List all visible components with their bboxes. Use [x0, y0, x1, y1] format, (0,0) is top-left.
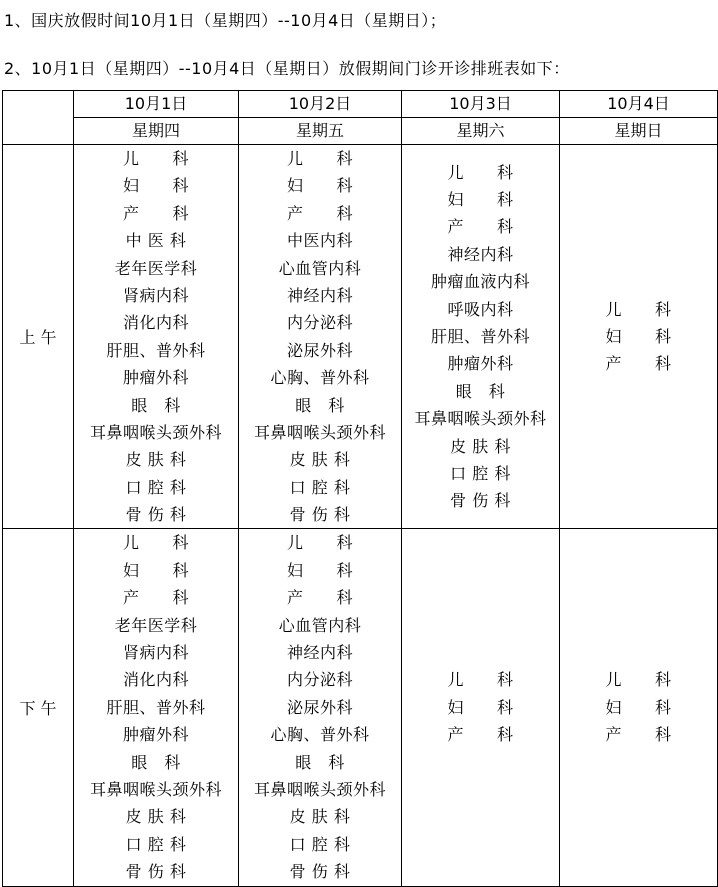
weekday-header: 星期四	[74, 118, 239, 145]
department-name: 肝胆、普外科	[430, 327, 530, 347]
department-name: 口 腔 科	[289, 834, 351, 854]
department-name: 心胸、普外科	[270, 368, 370, 388]
date-header: 10月3日	[402, 91, 560, 118]
department-list	[74, 529, 239, 886]
department-name: 内分泌科	[286, 313, 353, 333]
department-name: 中医内科	[286, 231, 353, 251]
department-name: 肿瘤血液内科	[430, 272, 530, 292]
department-name: 耳鼻咽喉头颈外科	[253, 422, 386, 442]
department-name: 儿 科	[286, 149, 353, 168]
department-name: 妇 科	[447, 697, 514, 717]
department-name: 儿 科	[605, 299, 672, 319]
department-name: 口 腔 科	[450, 463, 511, 483]
department-name: 皮 肤 科	[125, 807, 187, 827]
department-name: 骨 伤 科	[450, 491, 511, 511]
department-name: 儿 科	[447, 670, 514, 690]
department-name: 产 科	[447, 725, 514, 745]
department-name: 妇 科	[605, 327, 672, 347]
department-name: 神经内科	[447, 244, 514, 264]
department-name: 消化内科	[122, 670, 189, 690]
department-list	[560, 529, 718, 886]
morning-row	[3, 145, 718, 529]
department-name: 眼 科	[131, 752, 181, 772]
department-name: 眼 科	[131, 395, 181, 415]
department-name: 儿 科	[286, 533, 353, 553]
department-name: 口 腔 科	[289, 477, 351, 497]
department-name: 口 腔 科	[125, 477, 187, 497]
department-name: 眼 科	[455, 381, 506, 401]
department-name: 耳鼻咽喉头颈外科	[253, 779, 386, 799]
department-name: 耳鼻咽喉头颈外科	[414, 409, 547, 429]
weekday-header: 星期六	[402, 118, 560, 145]
department-list	[560, 145, 718, 529]
department-list	[239, 529, 402, 886]
department-name: 骨 伤 科	[289, 862, 351, 882]
date-header: 10月1日	[74, 91, 239, 118]
department-name: 肾病内科	[122, 285, 189, 305]
department-name: 心血管内科	[278, 258, 362, 278]
corner-cell	[3, 91, 74, 145]
department-name: 神经内科	[286, 285, 353, 305]
department-name: 骨 伤 科	[289, 505, 351, 525]
department-name: 耳鼻咽喉头颈外科	[89, 422, 222, 442]
department-name: 肝胆、普外科	[106, 697, 206, 717]
department-name: 儿 科	[447, 162, 514, 182]
department-name: 骨 伤 科	[125, 862, 187, 882]
department-name: 耳鼻咽喉头颈外科	[89, 779, 222, 799]
department-name: 儿 科	[122, 533, 189, 553]
department-name: 皮 肤 科	[289, 807, 351, 827]
period-label-morning: 上 午	[3, 145, 74, 529]
department-name: 泌尿外科	[286, 697, 353, 717]
holiday-period-note: 1、国庆放假时间10月1日（星期四）--10月4日（星期日）；	[4, 11, 447, 30]
department-name: 产 科	[286, 203, 353, 223]
department-name: 呼吸内科	[447, 299, 514, 319]
department-name: 神经内科	[286, 643, 353, 663]
department-list	[74, 145, 239, 529]
date-header-row	[3, 91, 718, 118]
clinic-schedule-table	[2, 90, 718, 887]
department-name: 妇 科	[122, 176, 189, 196]
weekday-header-row	[3, 118, 718, 145]
schedule-intro-note: 2、10月1日（星期四）--10月4日（星期日）放假期间门诊开诊排班表如下：	[4, 59, 570, 78]
department-name: 产 科	[122, 588, 189, 608]
department-name: 肿瘤外科	[122, 368, 189, 388]
department-name: 眼 科	[295, 395, 345, 415]
department-name: 儿 科	[605, 670, 672, 690]
department-name: 口 腔 科	[125, 834, 187, 854]
department-name: 肾病内科	[122, 643, 189, 663]
department-name: 妇 科	[122, 560, 189, 580]
department-name: 妇 科	[605, 697, 672, 717]
department-name: 产 科	[605, 725, 672, 745]
department-name: 妇 科	[447, 190, 514, 210]
department-list	[239, 145, 402, 529]
period-label-afternoon: 下 午	[3, 529, 74, 886]
department-name: 心胸、普外科	[270, 725, 370, 745]
department-name: 内分泌科	[286, 670, 353, 690]
department-name: 骨 伤 科	[125, 505, 187, 525]
department-name: 老年医学科	[114, 615, 198, 635]
department-name: 产 科	[605, 354, 672, 374]
department-name: 产 科	[286, 588, 353, 608]
date-header: 10月4日	[560, 91, 718, 118]
department-name: 产 科	[447, 217, 514, 237]
department-name: 消化内科	[122, 313, 189, 333]
department-name: 肿瘤外科	[122, 725, 189, 745]
department-name: 皮 肤 科	[450, 436, 511, 456]
date-header: 10月2日	[239, 91, 402, 118]
department-name: 肿瘤外科	[447, 354, 514, 374]
department-name: 中 医 科	[125, 231, 187, 251]
department-name: 产 科	[122, 203, 189, 223]
department-name: 皮 肤 科	[289, 450, 351, 470]
department-name: 肝胆、普外科	[106, 340, 206, 360]
department-list	[402, 529, 560, 886]
department-name: 心血管内科	[278, 615, 362, 635]
department-name: 眼 科	[295, 752, 345, 772]
department-name: 老年医学科	[114, 258, 198, 278]
department-name: 妇 科	[286, 176, 353, 196]
department-name: 儿 科	[122, 149, 189, 168]
department-name: 妇 科	[286, 560, 353, 580]
department-name: 皮 肤 科	[125, 450, 187, 470]
department-list	[402, 145, 560, 529]
afternoon-row	[3, 529, 718, 886]
department-name: 泌尿外科	[286, 340, 353, 360]
weekday-header: 星期五	[239, 118, 402, 145]
weekday-header: 星期日	[560, 118, 718, 145]
